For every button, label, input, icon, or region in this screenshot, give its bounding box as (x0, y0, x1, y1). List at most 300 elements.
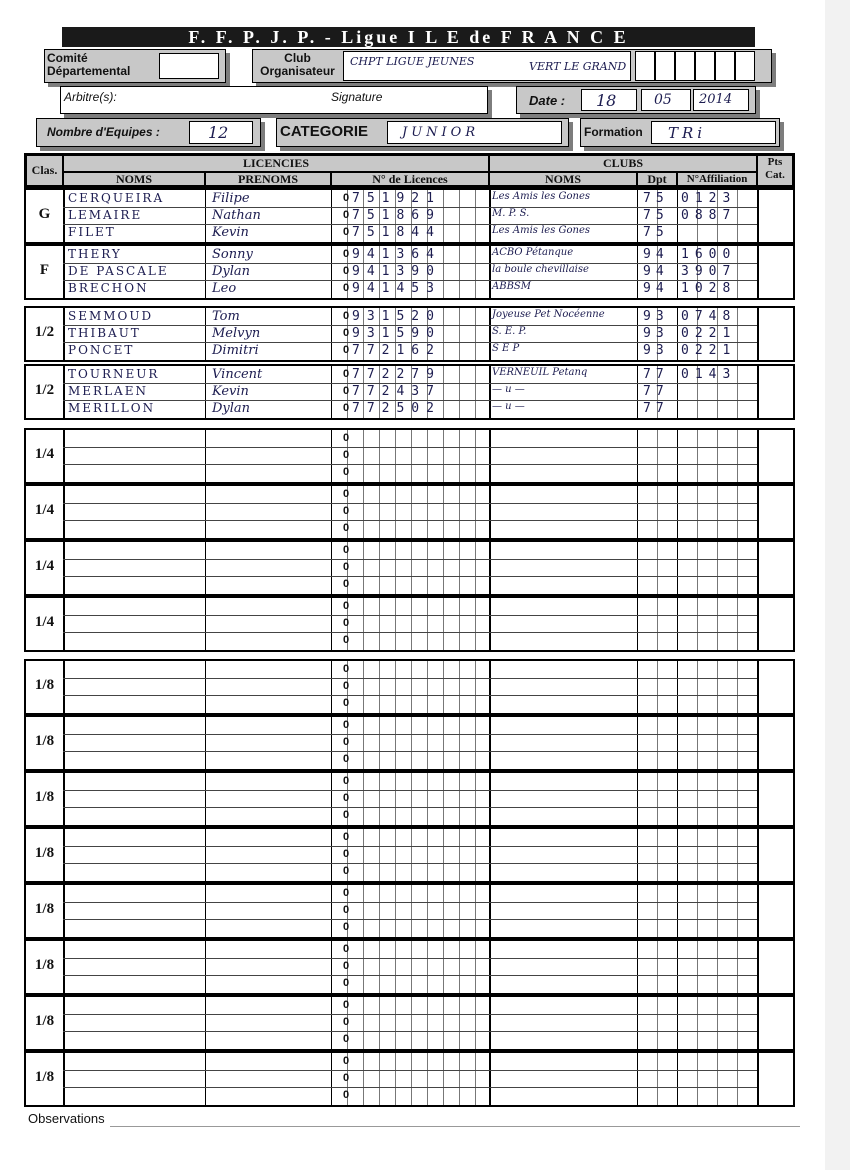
digit-divider (657, 661, 658, 713)
column-divider (331, 486, 332, 538)
player-prenom: Nathan (212, 208, 261, 223)
date-label: Date : (529, 93, 566, 108)
column-divider (205, 773, 206, 825)
digit-divider (697, 885, 698, 937)
column-divider (331, 366, 332, 418)
column-divider (205, 246, 206, 298)
digit-divider (427, 1053, 428, 1105)
digit-divider (697, 486, 698, 538)
player-licence: 941364 (352, 247, 441, 262)
digit-divider (363, 598, 364, 650)
player-club: M. P. S. (492, 208, 530, 219)
column-divider (489, 829, 491, 881)
digit-divider (379, 1053, 380, 1105)
column-divider (757, 486, 759, 538)
clas-label: F (39, 262, 50, 278)
digit-divider (475, 661, 476, 713)
player-club: Les Amis les Gones (492, 225, 591, 236)
licence-prefix-zero: 0 (342, 736, 350, 748)
player-dpt: 94 (643, 264, 669, 279)
player-club: VERNEUIL Petanq (492, 367, 588, 378)
row-divider (63, 1070, 757, 1071)
player-prenom: Kevin (212, 384, 249, 399)
player-nom: THERY (68, 247, 122, 261)
digit-divider (379, 829, 380, 881)
player-affiliation: 0143 (681, 367, 737, 382)
club-code-6[interactable] (735, 51, 755, 81)
col-affiliation: N°Affiliation (677, 172, 757, 186)
licence-prefix-zero: 0 (342, 385, 350, 397)
licence-prefix-zero: 0 (342, 578, 350, 590)
row-divider (63, 958, 757, 959)
player-affiliation: 3907 (681, 264, 737, 279)
categorie-box (276, 118, 569, 147)
player-licence: 931590 (352, 326, 441, 341)
row-divider (63, 503, 757, 504)
arbitre-box[interactable] (60, 86, 488, 114)
digit-divider (737, 430, 738, 482)
row-divider (63, 576, 757, 577)
digit-divider (697, 717, 698, 769)
observations-label: Observations (28, 1111, 105, 1126)
date-month-input[interactable] (641, 89, 691, 111)
clas-label: 1/8 (34, 1069, 55, 1085)
licence-prefix-zero: 0 (342, 310, 350, 322)
clas-label: G (38, 206, 51, 222)
digit-divider (395, 717, 396, 769)
player-nom: MERILLON (68, 401, 156, 415)
clas-label: 1/2 (34, 382, 55, 398)
column-divider (63, 885, 65, 937)
digit-divider (363, 1053, 364, 1105)
digit-divider (475, 190, 476, 242)
digit-divider (717, 717, 718, 769)
club-code-1[interactable] (635, 51, 655, 81)
col-clas: Clas. (26, 155, 63, 186)
row-divider (63, 1014, 757, 1015)
column-divider (677, 1053, 678, 1105)
column-divider (331, 717, 332, 769)
player-dpt: 77 (643, 367, 669, 382)
column-divider (489, 366, 491, 418)
column-divider (489, 246, 491, 298)
digit-divider (459, 773, 460, 825)
digit-divider (459, 1053, 460, 1105)
team-block (24, 596, 795, 652)
team-block (24, 188, 795, 244)
player-club: — u — (492, 384, 525, 395)
player-dpt: 93 (643, 309, 669, 324)
column-divider (489, 661, 491, 713)
player-prenom: Vincent (212, 367, 263, 382)
digit-divider (737, 486, 738, 538)
column-divider (63, 308, 65, 360)
digit-divider (363, 941, 364, 993)
column-divider (489, 773, 491, 825)
observations-line[interactable] (110, 1126, 800, 1127)
licence-prefix-zero: 0 (342, 831, 350, 843)
clas-label: 1/8 (34, 677, 55, 693)
column-divider (677, 885, 678, 937)
categorie-value: JUNIOR (402, 125, 480, 140)
column-divider (331, 997, 332, 1049)
licence-prefix-zero: 0 (342, 617, 350, 629)
digit-divider (717, 885, 718, 937)
player-nom: BRECHON (68, 281, 149, 295)
club-value: CHPT LIGUE JEUNES (350, 55, 475, 68)
digit-divider (427, 717, 428, 769)
digit-divider (427, 598, 428, 650)
licence-prefix-zero: 0 (342, 921, 350, 933)
row-divider (63, 863, 757, 864)
column-divider (205, 366, 206, 418)
column-divider (677, 542, 678, 594)
column-divider (63, 486, 65, 538)
digit-divider (737, 885, 738, 937)
column-divider (757, 829, 759, 881)
digit-divider (657, 486, 658, 538)
club-box (252, 49, 772, 83)
digit-divider (379, 997, 380, 1049)
column-divider (205, 190, 206, 242)
digit-divider (737, 542, 738, 594)
digit-divider (475, 598, 476, 650)
player-club: ACBO Pétanque (492, 247, 574, 258)
licence-prefix-zero: 0 (342, 753, 350, 765)
digit-divider (427, 997, 428, 1049)
licence-prefix-zero: 0 (342, 792, 350, 804)
licence-prefix-zero: 0 (342, 449, 350, 461)
column-divider (489, 941, 491, 993)
digit-divider (697, 661, 698, 713)
digit-divider (443, 997, 444, 1049)
digit-divider (443, 773, 444, 825)
column-divider (637, 430, 638, 482)
digit-divider (475, 1053, 476, 1105)
column-divider (677, 773, 678, 825)
clas-label: 1/4 (34, 558, 55, 574)
licence-prefix-zero: 0 (342, 943, 350, 955)
player-prenom: Dylan (212, 264, 251, 279)
clas-label: 1/2 (34, 324, 55, 340)
column-divider (331, 246, 332, 298)
digit-divider (475, 246, 476, 298)
column-divider (637, 598, 638, 650)
column-divider (331, 190, 332, 242)
column-divider (637, 773, 638, 825)
col-prenoms: PRENOMS (205, 172, 331, 186)
column-divider (757, 997, 759, 1049)
digit-divider (717, 1053, 718, 1105)
club-input[interactable] (343, 51, 631, 81)
digit-divider (737, 246, 738, 298)
digit-divider (657, 717, 658, 769)
digit-divider (363, 661, 364, 713)
row-divider (63, 1031, 757, 1032)
player-affiliation: 0221 (681, 343, 737, 358)
row-divider (63, 807, 757, 808)
team-block (24, 883, 795, 939)
formation-input[interactable] (651, 121, 776, 144)
team-block (24, 540, 795, 596)
digit-divider (657, 885, 658, 937)
digit-divider (443, 717, 444, 769)
digit-divider (395, 773, 396, 825)
clas-label: 1/4 (34, 502, 55, 518)
team-block (24, 428, 795, 484)
team-block (24, 364, 795, 420)
player-prenom: Dimitri (212, 343, 259, 358)
club-code-2[interactable] (655, 51, 675, 81)
digit-divider (657, 773, 658, 825)
club-label: Club Organisateur (260, 51, 335, 78)
licence-prefix-zero: 0 (342, 960, 350, 972)
column-divider (757, 773, 759, 825)
player-licence: 772279 (352, 367, 441, 382)
player-dpt: 75 (643, 208, 669, 223)
column-divider (757, 598, 759, 650)
player-nom: PONCET (68, 343, 135, 357)
digit-divider (363, 430, 364, 482)
column-divider (489, 486, 491, 538)
row-divider (63, 678, 757, 679)
column-divider (63, 246, 65, 298)
column-divider (677, 430, 678, 482)
digit-divider (657, 1053, 658, 1105)
licence-prefix-zero: 0 (342, 775, 350, 787)
licence-prefix-zero: 0 (342, 344, 350, 356)
col-noms: NOMS (63, 172, 205, 186)
player-licence: 751921 (352, 191, 441, 206)
licence-prefix-zero: 0 (342, 327, 350, 339)
digit-divider (475, 366, 476, 418)
digit-divider (395, 542, 396, 594)
digit-divider (717, 430, 718, 482)
digit-divider (459, 598, 460, 650)
player-nom: CERQUEIRA (68, 191, 165, 205)
signature-label: Signature (331, 90, 383, 104)
digit-divider (443, 246, 444, 298)
formation-value: TRi (668, 124, 707, 142)
row-divider (63, 1087, 757, 1088)
row-divider (63, 790, 757, 791)
player-licence: 772437 (352, 384, 441, 399)
player-dpt: 75 (643, 191, 669, 206)
player-nom: TOURNEUR (68, 367, 160, 381)
row-divider (63, 902, 757, 903)
row-divider (63, 559, 757, 560)
digit-divider (475, 997, 476, 1049)
digit-divider (379, 598, 380, 650)
column-divider (757, 190, 759, 242)
licence-prefix-zero: 0 (342, 432, 350, 444)
clas-label: 1/8 (34, 901, 55, 917)
clas-label: 1/8 (34, 733, 55, 749)
column-divider (63, 366, 65, 418)
licence-prefix-zero: 0 (342, 719, 350, 731)
col-pts: Pts Cat. (757, 155, 793, 186)
digit-divider (737, 773, 738, 825)
player-prenom: Dylan (212, 401, 251, 416)
date-year-input[interactable] (693, 89, 749, 111)
column-divider (205, 717, 206, 769)
digit-divider (737, 997, 738, 1049)
digit-divider (657, 598, 658, 650)
digit-divider (459, 542, 460, 594)
digit-divider (697, 542, 698, 594)
digit-divider (411, 598, 412, 650)
digit-divider (411, 542, 412, 594)
digit-divider (363, 542, 364, 594)
digit-divider (475, 885, 476, 937)
formation-label: Formation (584, 125, 643, 139)
digit-divider (379, 430, 380, 482)
column-divider (205, 885, 206, 937)
digit-divider (427, 661, 428, 713)
digit-divider (475, 430, 476, 482)
column-divider (637, 661, 638, 713)
date-day-input[interactable] (581, 89, 637, 111)
column-divider (637, 486, 638, 538)
club-code-3[interactable] (675, 51, 695, 81)
digit-divider (459, 941, 460, 993)
col-clubs: CLUBS (489, 155, 757, 172)
nb-equipes-box (36, 118, 261, 147)
column-divider (757, 661, 759, 713)
digit-divider (459, 190, 460, 242)
player-prenom: Sonny (212, 247, 253, 262)
column-divider (63, 1053, 65, 1105)
licence-prefix-zero: 0 (342, 1033, 350, 1045)
column-divider (757, 717, 759, 769)
player-licence: 772162 (352, 343, 441, 358)
digit-divider (363, 717, 364, 769)
licence-prefix-zero: 0 (342, 226, 350, 238)
licence-prefix-zero: 0 (342, 809, 350, 821)
row-divider (63, 734, 757, 735)
row-divider (63, 846, 757, 847)
clas-label: 1/8 (34, 845, 55, 861)
column-divider (331, 773, 332, 825)
licence-prefix-zero: 0 (342, 466, 350, 478)
player-prenom: Leo (212, 281, 237, 296)
date-year: 2014 (699, 92, 733, 107)
comite-input[interactable] (159, 53, 219, 79)
row-divider (63, 751, 757, 752)
column-divider (63, 997, 65, 1049)
digit-divider (657, 941, 658, 993)
column-divider (757, 246, 759, 298)
digit-divider (443, 308, 444, 360)
categorie-input[interactable] (387, 121, 562, 144)
clas-label: 1/8 (34, 1013, 55, 1029)
digit-divider (717, 598, 718, 650)
column-divider (63, 598, 65, 650)
arbitre-label: Arbitre(s): (64, 90, 117, 104)
digit-divider (427, 829, 428, 881)
digit-divider (737, 366, 738, 418)
digit-divider (411, 717, 412, 769)
column-divider (637, 190, 638, 242)
licence-prefix-zero: 0 (342, 904, 350, 916)
team-block (24, 306, 795, 362)
team-block (24, 939, 795, 995)
column-divider (637, 246, 638, 298)
player-affiliation: 0221 (681, 326, 737, 341)
col-dpt: Dpt (637, 172, 677, 186)
column-divider (331, 1053, 332, 1105)
digit-divider (657, 542, 658, 594)
col-licences: N° de Licences (331, 172, 489, 186)
column-divider (637, 366, 638, 418)
licence-prefix-zero: 0 (342, 209, 350, 221)
column-divider (677, 829, 678, 881)
column-divider (637, 308, 638, 360)
player-affiliation: 1600 (681, 247, 737, 262)
clas-label: 1/4 (34, 446, 55, 462)
digit-divider (443, 366, 444, 418)
column-divider (331, 542, 332, 594)
column-divider (637, 1053, 638, 1105)
digit-divider (737, 598, 738, 650)
column-divider (205, 829, 206, 881)
player-prenom: Tom (212, 309, 240, 324)
digit-divider (363, 773, 364, 825)
digit-divider (737, 941, 738, 993)
digit-divider (459, 430, 460, 482)
clas-label: 1/8 (34, 957, 55, 973)
player-affiliation: 0887 (681, 208, 737, 223)
column-divider (637, 885, 638, 937)
col-club-noms: NOMS (489, 172, 637, 186)
digit-divider (475, 941, 476, 993)
nb-equipes-input[interactable] (189, 121, 253, 144)
player-licence: 751844 (352, 225, 441, 240)
categorie-label: CATEGORIE (280, 123, 369, 140)
date-month: 05 (654, 92, 672, 108)
column-divider (677, 308, 678, 360)
player-prenom: Kevin (212, 225, 249, 240)
column-divider (677, 997, 678, 1049)
column-divider (331, 308, 332, 360)
licence-prefix-zero: 0 (342, 887, 350, 899)
licence-prefix-zero: 0 (342, 505, 350, 517)
digit-divider (717, 661, 718, 713)
player-affiliation: 0748 (681, 309, 737, 324)
licence-prefix-zero: 0 (342, 192, 350, 204)
nb-equipes-label: Nombre d'Equipes : (47, 125, 160, 139)
team-block (24, 1051, 795, 1107)
club-code-5[interactable] (715, 51, 735, 81)
digit-divider (717, 542, 718, 594)
digit-divider (379, 773, 380, 825)
player-dpt: 77 (643, 384, 669, 399)
player-nom: THIBAUT (68, 326, 141, 340)
licence-prefix-zero: 0 (342, 977, 350, 989)
club-code-4[interactable] (695, 51, 715, 81)
column-divider (757, 1053, 759, 1105)
team-block (24, 659, 795, 715)
column-divider (489, 1053, 491, 1105)
row-divider (63, 464, 757, 465)
digit-divider (475, 773, 476, 825)
digit-divider (443, 885, 444, 937)
column-divider (205, 941, 206, 993)
column-divider (489, 997, 491, 1049)
column-divider (63, 717, 65, 769)
row-divider (63, 695, 757, 696)
digit-divider (459, 661, 460, 713)
